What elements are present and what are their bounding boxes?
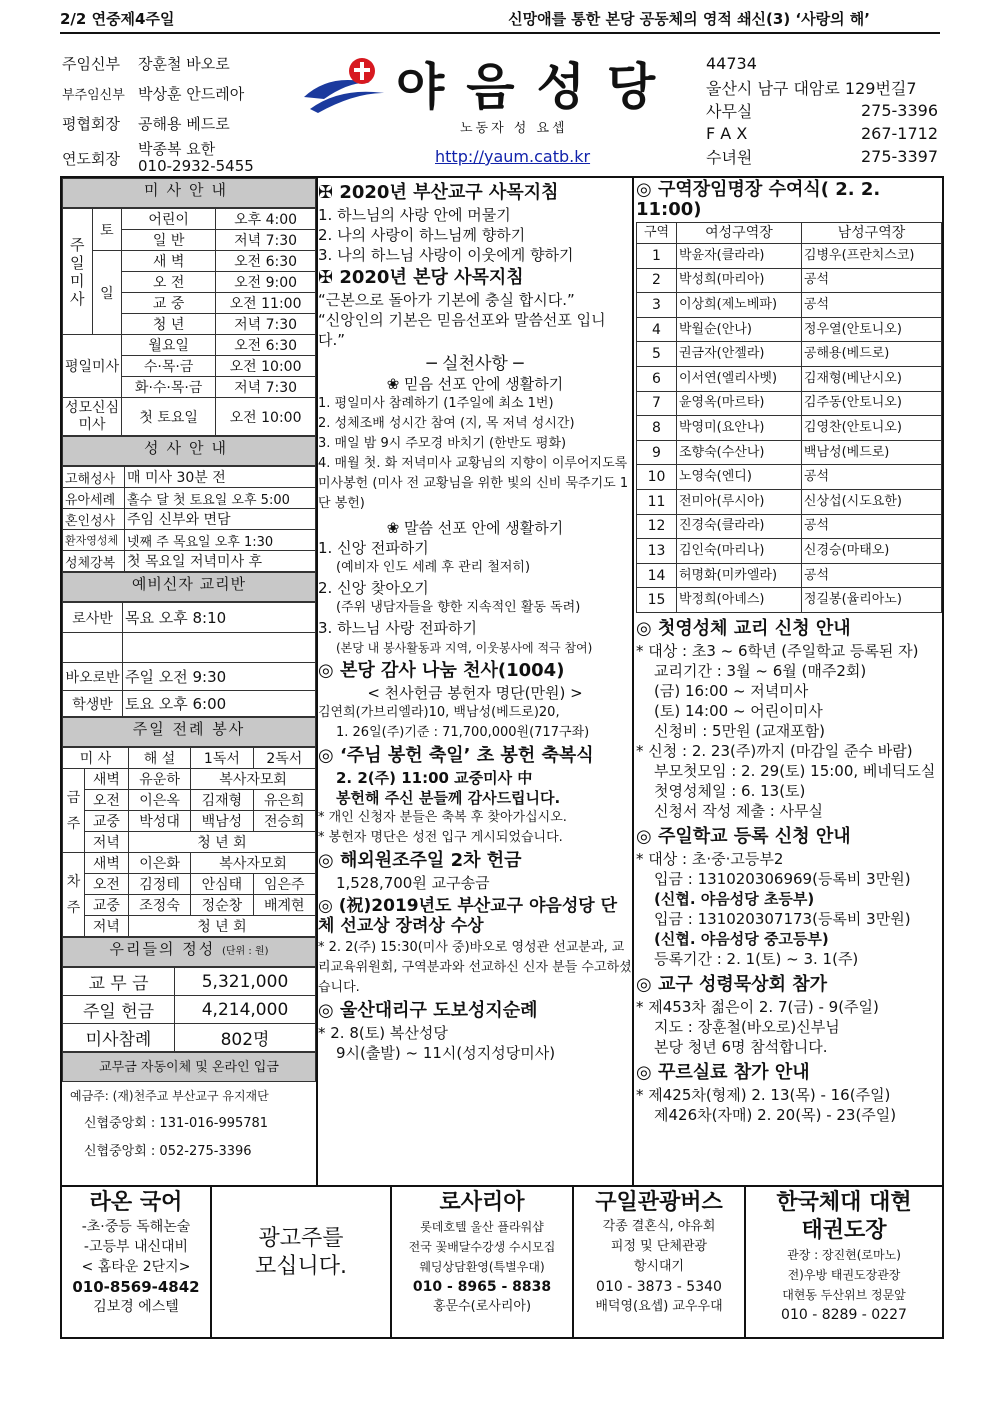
mass-slot: 저녁: [85, 916, 129, 937]
staff-role: 연도회장: [62, 149, 120, 168]
zone-row: [637, 342, 942, 367]
mass-table: [62, 208, 316, 436]
staff-list: [62, 48, 302, 178]
zone-number: 6: [637, 366, 677, 391]
section-text: * 신청 : 2. 23(주)까지 (마감일 준수 바람): [636, 741, 913, 760]
zone-table: [636, 222, 942, 613]
server-name: 김재형: [191, 790, 253, 811]
offering-label: 주일 헌금: [63, 996, 175, 1024]
sacrament-name: 환자영성체: [63, 530, 125, 551]
section-text: * 대상 : 초3 ~ 6학년 (주일학교 등록된 자): [636, 641, 919, 660]
ad-wanted: [212, 1187, 392, 1337]
ad-title: 태권도장: [801, 1218, 887, 1243]
zone-number: 13: [637, 539, 677, 564]
zone-number: 11: [637, 489, 677, 514]
sunday-day-label: 일: [92, 251, 122, 335]
contact-label: 사무실: [706, 102, 753, 121]
sacrament-time: 매 미사 30분 전: [125, 467, 316, 488]
male-leader: 정우열(안토니오): [801, 317, 941, 342]
mass-name: 첫 토요일: [122, 398, 216, 436]
server-name: 조정숙: [128, 895, 190, 916]
server-name: 유은희: [253, 790, 315, 811]
ad-phone: 010 - 8965 - 8838: [412, 1279, 552, 1295]
zone-row: [637, 563, 942, 588]
ad-title: 모십니다.: [254, 1254, 347, 1279]
male-leader: 김주동(안토니오): [801, 391, 941, 416]
ad-line: -고등부 내신대비: [83, 1239, 189, 1255]
server-name: 박성대: [128, 811, 190, 832]
col-head: 해 설: [128, 748, 190, 769]
header-bar: [60, 8, 940, 34]
church-patron: 노동자 성 요셉: [460, 121, 568, 136]
contact-block: [706, 50, 938, 168]
saturday-label: 토: [92, 209, 122, 251]
offering-title-text: 우리들의 정성: [109, 940, 216, 958]
section-title: ◎ 첫영성체 교리 신청 안내: [636, 617, 851, 639]
contact-row: [706, 145, 938, 168]
mass-slot: 오전: [85, 874, 129, 895]
mass-name: 청 년: [122, 314, 216, 335]
practice-title: ─ 실천사항 ─: [426, 354, 524, 374]
server-name: 청 년 회: [128, 832, 315, 853]
sacrament-name: 유아세례: [63, 488, 125, 509]
section-text: * 제425차(형제) 2. 13(목) - 16(주일): [636, 1085, 891, 1104]
section-title: ◎ 꾸르실료 참가 안내: [636, 1061, 810, 1083]
male-leader: 김병우(프란치스코): [801, 244, 941, 269]
staff-phone: 010-2932-5455: [138, 157, 254, 175]
zone-number: 14: [637, 563, 677, 588]
section-text: 첫영성체일 : 6. 13(토): [654, 781, 806, 800]
male-leader: 백남성(베드로): [801, 440, 941, 465]
ad-line: 웨딩상담환영(특별우대): [419, 1260, 545, 1274]
section-text: * 2. 2(주) 15:30(미사 중)바오로 영성관 선교분과, 교리교육위원회, 구역분과와 선교하신 신자 분들 수고하셨습니다.: [318, 940, 632, 995]
col-head: 남성구역장: [801, 223, 941, 244]
staff-row: [62, 78, 302, 108]
staff-name: 공해용 베드로: [138, 114, 230, 133]
section-list: [636, 1085, 942, 1125]
section-text: (신협. 야음성당 중고등부): [654, 929, 829, 948]
mass-name: 어린이: [122, 209, 216, 230]
section-text: 교리기간 : 3월 ~ 6월 (매주2회): [654, 661, 867, 680]
bank-account: 신협중앙회 : 131-016-995781: [84, 1116, 269, 1131]
section-text: 신청비 : 5만원 (교재포함): [654, 721, 826, 740]
zone-row: [637, 514, 942, 539]
sacrament-time: 첫 목요일 저녁미사 후: [125, 551, 316, 572]
mass-name: 교 중: [122, 293, 216, 314]
server-name: 임은주: [253, 874, 315, 895]
liturgy-title: 주일 전례 봉사: [62, 717, 316, 747]
female-leader: 이상희(제노베파): [677, 293, 802, 318]
practice-item: 3. 하느님 사랑 전파하기: [318, 619, 478, 637]
sunday-label: 주일미사: [63, 209, 93, 335]
offering-label: 미사참례: [63, 1024, 175, 1052]
zone-number: 8: [637, 416, 677, 441]
middle-column: [318, 180, 632, 1063]
zone-row: [637, 440, 942, 465]
zone-title: ◎ 구역장임명장 수여식( 2. 2. 11:00): [636, 179, 881, 220]
zone-row: [637, 293, 942, 318]
female-leader: 허명화(미카엘라): [677, 563, 802, 588]
male-leader: 신경승(마태오): [801, 539, 941, 564]
section-text: (토) 14:00 ~ 어린이미사: [654, 701, 823, 720]
quote: “신앙인의 기본은 믿음선포와 말씀선포 입니다.”: [318, 311, 606, 349]
mass-time: 오전 11:00: [216, 293, 316, 314]
contact-row: [706, 99, 938, 122]
mass-slot: 오전: [85, 790, 129, 811]
zone-row: [637, 244, 942, 269]
section-text: 입금 : 131020306969(등록비 3만원): [654, 869, 911, 888]
female-leader: 조향숙(수산나): [677, 440, 802, 465]
ad-line: 전국 꽃배달수강생 수시모집: [408, 1240, 556, 1254]
contact-label: 수녀원: [706, 148, 753, 167]
offering-label: 교 무 금: [63, 968, 175, 996]
parish-guideline-title: ✠ 2020년 본당 사목지침: [318, 267, 524, 288]
practice-item: (본당 내 봉사활동과 지역, 이웃봉사에 적극 참여): [336, 641, 593, 655]
server-name: 배계현: [253, 895, 315, 916]
sacrament-time: 넷째 주 목요일 오후 1:30: [125, 530, 316, 551]
contact-number: 267-1712: [860, 124, 938, 143]
mass-slot: 교중: [85, 811, 129, 832]
mass-time: 오후 4:00: [216, 209, 316, 230]
practice-item: 2. 성체조배 성시간 참여 (지, 목 저녁 성시간): [318, 416, 575, 431]
sacrament-title: 성사안내: [62, 436, 316, 466]
mass-time: 오전 6:30: [216, 251, 316, 272]
mass-slot: 새벽: [85, 769, 129, 790]
mass-time: 저녁 7:30: [216, 377, 316, 398]
server-name: 청 년 회: [128, 916, 315, 937]
zip-code: 44734: [706, 53, 757, 73]
zone-row: [637, 465, 942, 490]
ad-phone: 010-8569-4842: [72, 1278, 200, 1296]
zone-row: [637, 416, 942, 441]
male-leader: 공석: [801, 514, 941, 539]
mass-slot: 교중: [85, 895, 129, 916]
section-text: * 제453차 젊은이 2. 7(금) - 9(주일): [636, 997, 879, 1016]
ad-line: 항시대기: [633, 1259, 685, 1274]
mass-time: 저녁 7:30: [216, 314, 316, 335]
zone-row: [637, 268, 942, 293]
contact-number: 275-3396: [860, 101, 938, 120]
mass-title: 미사안내: [62, 178, 316, 208]
section-list: [636, 997, 942, 1057]
practice-item: (주위 냉담자들을 향한 지속적인 활동 독려): [336, 600, 581, 615]
mass-slot: 새벽: [85, 853, 129, 874]
section-text: 입금 : 131020307173(등록비 3만원): [654, 909, 911, 928]
zone-number: 10: [637, 465, 677, 490]
staff-name: 박종복 요한: [138, 140, 216, 158]
zone-number: 7: [637, 391, 677, 416]
female-leader: 박정희(아녜스): [677, 588, 802, 613]
ad-line: 김보경 에스텔: [93, 1299, 179, 1315]
server-name: 유운하: [128, 769, 190, 790]
female-leader: 진경숙(클라라): [677, 514, 802, 539]
section-text: * 대상 : 초·중·고등부2: [636, 849, 784, 868]
section-text: 봉헌해 주신 분들께 감사드립니다.: [336, 789, 561, 807]
ad-taekwondo: [746, 1187, 942, 1337]
church-name: 야음성당: [396, 57, 678, 116]
zone-number: 1: [637, 244, 677, 269]
col-head: 구역: [637, 223, 677, 244]
staff-row: [62, 108, 302, 138]
staff-name: 장훈철 바오로: [138, 54, 230, 73]
col-head: 여성구역장: [677, 223, 802, 244]
zone-number: 9: [637, 440, 677, 465]
ad-line: 각종 결혼식, 야유회: [602, 1219, 716, 1234]
liturgy-table: [62, 747, 316, 937]
ad-line: 홍문수(로사리아): [432, 1299, 532, 1314]
practice-item: 2. 신앙 찾아오기: [318, 579, 429, 597]
ad-raon: [62, 1187, 212, 1337]
server-name: 이은화: [128, 853, 190, 874]
practice-item: 1. 평일미사 참례하기 (1주일에 최소 1번): [318, 396, 554, 411]
left-column: [62, 178, 316, 1166]
sacrament-time: 홀수 달 첫 토요일 오후 5:00: [125, 488, 316, 509]
ad-line: 관장 : 장진현(로마노): [787, 1248, 901, 1262]
practice-subtitle: ❀ 믿음 선포 안에 생활하기: [386, 375, 564, 393]
theme-label: 신망애를 통한 본당 공동체의 영적 쇄신(3) ‘사랑의 해’: [508, 10, 870, 28]
offering-unit: (단위 : 원): [221, 946, 269, 957]
zone-row: [637, 391, 942, 416]
practice-item: 3. 매일 밤 9시 주모경 바치기 (한반도 평화): [318, 436, 567, 451]
female-leader: 전미아(루시아): [677, 489, 802, 514]
section-text: 1. 26일(주)기준 : 71,700,000원(717구좌): [336, 725, 590, 740]
mass-slot: 저녁: [85, 832, 129, 853]
catechumen-table: [62, 602, 316, 717]
female-leader: 박성희(마리아): [677, 268, 802, 293]
section-title: ◎ ‘주님 봉헌 축일’ 초 봉헌 축복식: [318, 745, 594, 766]
zone-row: [637, 539, 942, 564]
church-logo-block: [300, 45, 680, 175]
class-time: 주일 오전 9:30: [123, 663, 316, 691]
guideline-item: 2. 나의 사랑이 하느님께 향하기: [318, 226, 526, 244]
col-head: 2독서: [253, 748, 315, 769]
ad-line: 대현동 두산위브 정문앞: [782, 1288, 906, 1302]
ad-bus: [574, 1187, 746, 1337]
staff-role: 평협회장: [62, 114, 120, 133]
offering-value: 5,321,000: [175, 968, 316, 996]
sacrament-name: 혼인성사: [63, 509, 125, 530]
section-title: ◎ (祝)2019년도 부산교구 야음성당 단체 선교상 장려상 수상: [318, 896, 618, 936]
issue-label: 2/2 연중제4주일: [60, 10, 175, 28]
week-label: 차주: [63, 853, 85, 937]
section-text: 본당 청년 6명 참석합니다.: [654, 1037, 828, 1056]
offering-value: 802명: [175, 1024, 316, 1052]
section-text: (신협. 야음성당 초등부): [654, 889, 815, 908]
male-leader: 공석: [801, 465, 941, 490]
mass-name: 오 전: [122, 272, 216, 293]
mass-name: 월요일: [122, 335, 216, 356]
zone-number: 3: [637, 293, 677, 318]
server-name: 백남성: [191, 811, 253, 832]
server-name: 이은옥: [128, 790, 190, 811]
section-text: 9시(출발) ~ 11시(성지성당미사): [336, 1044, 556, 1062]
mass-name: 수·목·금: [122, 356, 216, 377]
female-leader: 윤영옥(마르타): [677, 391, 802, 416]
sacrament-name: 고해성사: [63, 467, 125, 488]
zone-number: 15: [637, 588, 677, 613]
ad-line: -초·중등 독해논술: [81, 1219, 191, 1235]
weekday-label: 평일미사: [63, 335, 122, 398]
ad-title: 구일관광버스: [595, 1190, 723, 1215]
quote: “근본으로 돌아가 기본에 충실 합시다.”: [318, 291, 575, 309]
mass-time: 오전 9:00: [216, 272, 316, 293]
section-title: ◎ 울산대리구 도보성지순례: [318, 1000, 538, 1021]
zone-number: 4: [637, 317, 677, 342]
column-divider: [632, 176, 634, 1187]
mass-time: 저녁 7:30: [216, 230, 316, 251]
section-text: 등록기간 : 2. 1(토) ~ 3. 1(주): [654, 949, 859, 968]
depositor: 예금주: (재)천주교 부산교구 유지재단: [70, 1089, 269, 1103]
female-leader: 박윤자(클라라): [677, 244, 802, 269]
staff-role: 부주임신부: [62, 87, 125, 103]
sacrament-time: 주임 신부와 면담: [125, 509, 316, 530]
sacrament-name: 성체강복: [63, 551, 125, 572]
class-time: 목요 오후 8:10: [123, 603, 316, 633]
autopay-title: 교무금 자동이체 및 온라인 입금: [62, 1052, 316, 1082]
zone-number: 12: [637, 514, 677, 539]
mass-name: 일 반: [122, 230, 216, 251]
section-text: 1,528,700원 교구송금: [336, 874, 490, 892]
ad-rosaria: [392, 1187, 574, 1337]
section-list: [636, 641, 942, 821]
ad-line: 배덕영(요셉) 교우우대: [595, 1299, 723, 1314]
female-leader: 이서연(엘리사벳): [677, 366, 802, 391]
section-title: ◎ 주일학교 등록 신청 안내: [636, 825, 851, 847]
week-label: 금주: [63, 769, 85, 853]
zone-number: 5: [637, 342, 677, 367]
section-text: * 봉헌자 명단은 성전 입구 게시되었습니다.: [318, 830, 563, 845]
ad-line: < 홈타운 2단지>: [81, 1259, 191, 1275]
mass-time: 오전 10:00: [216, 398, 316, 436]
first-sat-label: 성모신심미사: [63, 398, 122, 436]
zone-row: [637, 317, 942, 342]
staff-name: 박상훈 안드레아: [138, 84, 245, 103]
staff-row: [62, 138, 302, 178]
mass-name: 새 벽: [122, 251, 216, 272]
ad-title: 광고주를: [258, 1226, 344, 1251]
section-text: 지도 : 장훈철(바오로)신부님: [654, 1017, 840, 1036]
mass-time: 오전 10:00: [216, 356, 316, 377]
class-name: 로사반: [63, 603, 123, 633]
diocese-guideline-title: ✠ 2020년 부산교구 사목지침: [318, 182, 559, 203]
server-name: 복사자모회: [191, 769, 316, 790]
church-url-link[interactable]: http://yaum.catb.kr: [435, 147, 591, 166]
sacrament-table: [62, 466, 316, 572]
server-name: 안심태: [191, 874, 253, 895]
ad-phone: 010 - 3873 - 5340: [596, 1279, 722, 1295]
male-leader: 공석: [801, 293, 941, 318]
col-head: 미 사: [63, 748, 129, 769]
bank-account: 신협중앙회 : 052-275-3396: [84, 1144, 252, 1159]
offering-value: 4,214,000: [175, 996, 316, 1024]
address: 울산시 남구 대암로 129번길7: [706, 79, 917, 98]
zone-row: [637, 366, 942, 391]
contact-row: [706, 122, 938, 145]
server-name: 전승희: [253, 811, 315, 832]
male-leader: 김영찬(안토니오): [801, 416, 941, 441]
ads-row: [62, 1187, 942, 1337]
ad-title: 로사리아: [439, 1190, 525, 1215]
server-name: 복사자모회: [191, 853, 316, 874]
server-name: 김정테: [128, 874, 190, 895]
contact-number: 275-3397: [860, 147, 938, 166]
practice-subtitle: ❀ 말씀 선포 안에 생활하기: [386, 519, 564, 537]
section-text: 신청서 작성 제출 : 사무실: [654, 801, 824, 820]
male-leader: 공해용(베드로): [801, 342, 941, 367]
class-name: 바오로반: [63, 663, 123, 691]
mass-name: 화·수·목·금: [122, 377, 216, 398]
autopay-info: [62, 1082, 316, 1166]
zone-row: [637, 489, 942, 514]
female-leader: 권금자(안젤라): [677, 342, 802, 367]
section-text: * 2. 8(토) 복산성당: [318, 1024, 448, 1042]
practice-item: 1. 신앙 전파하기: [318, 539, 429, 557]
female-leader: 박영미(요안나): [677, 416, 802, 441]
ad-line: 전)우방 태권도장관장: [787, 1268, 901, 1282]
male-leader: 신상섭(시도요한): [801, 489, 941, 514]
section-list: [636, 849, 942, 969]
section-title: ◎ 교구 성령묵상회 참가: [636, 973, 827, 995]
ad-title: 한국체대 대현: [776, 1190, 912, 1215]
section-subtitle: < 천사헌금 봉헌자 명단(만원) >: [367, 684, 583, 702]
practice-item: 4. 매월 첫. 화 저녁미사 교황님의 지향이 이루어지도록 미사봉헌 (미사 전 교황님을 위한 빛의 신비 묵주기도 1단 봉헌): [318, 456, 629, 511]
section-title: ◎ 본당 감사 나눔 천사(1004): [318, 660, 565, 681]
section-title: ◎ 해외원조주일 2차 헌금: [318, 850, 522, 871]
staff-row: [62, 48, 302, 78]
section-text: 김연희(가브리엘라)10, 백남성(베드로)20,: [318, 705, 560, 720]
class-name: 학생반: [63, 691, 123, 717]
staff-role: 주임신부: [62, 54, 120, 73]
section-text: 제426차(자매) 2. 20(목) - 23(주일): [654, 1105, 897, 1124]
offering-table: [62, 967, 316, 1052]
server-name: 정순창: [191, 895, 253, 916]
ad-line: 피정 및 단체관광: [610, 1239, 708, 1254]
female-leader: 김인숙(마리나): [677, 539, 802, 564]
male-leader: 정길봉(율리아노): [801, 588, 941, 613]
mass-time: 오전 6:30: [216, 335, 316, 356]
ad-line: 롯데호텔 울산 플라워샵: [420, 1220, 544, 1234]
female-leader: 박월순(안나): [677, 317, 802, 342]
contact-label: F A X: [706, 124, 748, 143]
guideline-item: 3. 나의 하느님 사랑이 이웃에게 향하기: [318, 246, 574, 264]
male-leader: 공석: [801, 268, 941, 293]
right-column: [636, 180, 942, 1125]
zone-number: 2: [637, 268, 677, 293]
offering-title: [62, 937, 316, 967]
male-leader: 공석: [801, 563, 941, 588]
female-leader: 노영숙(엔디): [677, 465, 802, 490]
church-emblem-icon: [300, 53, 392, 123]
catechumen-title: 예비신자 교리반: [62, 572, 316, 602]
section-text: 부모첫모임 : 2. 29(토) 15:00, 베네딕도실: [654, 761, 936, 780]
section-text: (금) 16:00 ~ 저녁미사: [654, 681, 809, 700]
class-time: 토요 오후 6:00: [123, 691, 316, 717]
zone-row: [637, 588, 942, 613]
section-text: * 개인 신청자 분들은 축복 후 찾아가십시오.: [318, 810, 567, 825]
ad-phone: 010 - 8289 - 0227: [781, 1307, 907, 1323]
ad-title: 라온 국어: [89, 1190, 183, 1215]
practice-item: (예비자 인도 세례 후 관리 철저히): [336, 560, 531, 575]
male-leader: 김재형(베난시오): [801, 366, 941, 391]
col-head: 1독서: [191, 748, 253, 769]
section-text: 2. 2(주) 11:00 교중미사 中: [336, 769, 533, 787]
guideline-item: 1. 하느님의 사랑 안에 머물기: [318, 206, 511, 224]
